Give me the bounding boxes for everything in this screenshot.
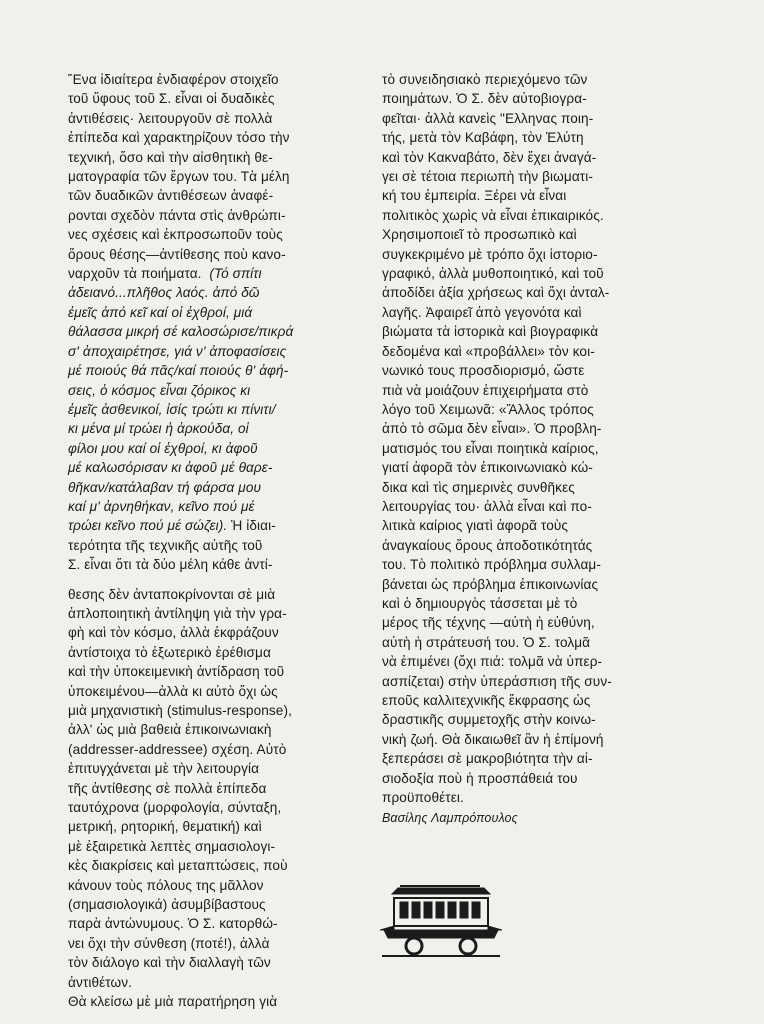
- text-line: ποιημάτων. Ὁ Σ. δὲν αὐτοβιογρα-: [382, 91, 587, 107]
- text-line: τὸ συνειδησιακὸ περιεχόμενο τῶν: [382, 72, 588, 87]
- text-line: τὸν διάλογο καὶ τὴν διαλλαγὴ τῶν: [68, 955, 271, 971]
- right-column: [382, 70, 662, 829]
- text-line: κάνουν τοὺς πόλους της μᾶλλον: [68, 877, 264, 893]
- text-line: ὅρους θέσης—ἀντίθεσης ποὺ κανο-: [68, 246, 286, 262]
- text-line: τερότητα τῆς τεχνικῆς αὐτῆς τοῦ: [68, 537, 263, 553]
- column-gap: [68, 575, 342, 585]
- text-line: κή του ἐμπειρία. Ξέρει νὰ εἶναι: [382, 188, 567, 204]
- text-line: νει ὄχι τὴν σύνθεση (ποτέ!), ἀλλὰ: [68, 935, 270, 951]
- text-line: ματισμός του εἶναι ποιητικὰ καίριος,: [382, 440, 599, 456]
- text-line: ἐπίπεδα καὶ χαρακτηρίζουν τόσο τὴν: [68, 130, 290, 146]
- text-line: τεχνική, ὅσο καὶ τὴν αἰσθητικὴ θε-: [68, 149, 273, 165]
- text-line: Χρησιμοποιεῖ τὸ προσωπικὸ καὶ: [382, 227, 577, 243]
- quote-line: θῆκαν/κατάλαβαν τή φάρσα μου: [68, 479, 262, 495]
- inline-quote-start: (Τό σπίτι: [209, 266, 262, 282]
- text-line: τής, μετὰ τὸν Καβάφη, τὸν Ἐλύτη: [382, 130, 584, 146]
- text-line: βιώματα τὰ ἱστορικὰ καὶ βιογραφικὰ: [382, 324, 599, 340]
- text-line: μετρική, ρητορική, θεματική) καὶ: [68, 819, 262, 835]
- text-line: δραστικῆς συμμετοχῆς στὴν κοινω-: [382, 712, 596, 728]
- quote-line: καί μ' ἀρνηθήκαν, κεῖνο πού μέ: [68, 498, 255, 514]
- text-line: πολιτικὸς χωρὶς νὰ εἶναι ἐπικαιρικός.: [382, 207, 604, 223]
- text-line: (addresser-addressee) σχέση. Αὐτὸ: [68, 741, 287, 757]
- text-line: ἀπὸ τὸ σῶμα δὲν εἶναι». Ὁ προβλη-: [382, 421, 602, 437]
- text-line: μὲ ἐξαιρετικὰ λεπτὲς σημασιολογι-: [68, 838, 276, 854]
- text-line: φεῖται· ἀλλὰ κανεὶς "Ελληνας ποιη-: [382, 110, 594, 126]
- text-line: Σ. εἶναι ὅτι τὰ δύο μέλη κάθε ἀντί-: [68, 557, 273, 573]
- text-line: γιατί ἀφορᾶ τὸν ἐπικοινωνιακὸ κώ-: [382, 460, 593, 476]
- quote-line: κι μένα μί τρώει ἡ ἀρκούδα, οἱ: [68, 421, 249, 437]
- text-line: ἀποδίδει ἀξία χρήσεως καὶ ὄχι ἀνταλ-: [382, 285, 610, 301]
- quote-line: ἐμεῖς ἀπό κεῖ καί οἱ ἐχθροί, μιά: [68, 304, 253, 320]
- text-line: νικὴ ζωή. Θὰ δικαιωθεῖ ἂν ἡ ἐπίμονή: [382, 731, 604, 747]
- text-line: λόγο τοῦ Χειμωνᾶ: «Ἄλλος τρόπος: [382, 401, 594, 417]
- text-line: συγκεκριμένο μὲ τρόπο ὄχι ἱστοριο-: [382, 246, 598, 262]
- text-line: νωνικό τους προσδιορισμό, ὥστε: [382, 363, 585, 379]
- quote-line: ἀδειανό...πλῆθος λαός. ἀπό δῶ: [68, 285, 260, 301]
- text-line: ματογραφία τῶν ἔργων του. Τὰ μέλη: [68, 169, 290, 185]
- quote-end: τρώει κεῖνο πού μέ σώζει).: [68, 518, 228, 534]
- text-line: καὶ τὴν ὑποκειμενικὴ ἀντίδραση τοῦ: [68, 664, 285, 680]
- text-line: ξεπεράσει σὲ μακροβιότητα τὴν αἰ-: [382, 751, 593, 767]
- text-line: πιὰ νὰ μοιάζουν ἐπιχειρήματα στὸ: [382, 382, 589, 398]
- text-line: ἀντιθέσεις· λειτουργοῦν σὲ πολλὰ: [68, 110, 273, 126]
- text-line: λαγῆς. Ἀφαιρεῖ ἀπὸ γεγονότα καὶ: [382, 304, 582, 320]
- quote-line: φίλοι μου καί οἱ ἐχθροί, κι ἀφοῦ: [68, 440, 258, 456]
- text-line: παρὰ ἀντώνυμους. Ὁ Σ. κατορθώ-: [68, 916, 278, 932]
- text-line: [68, 516, 342, 535]
- text-line: γραφικό, ἀλλὰ μυθοποιητικό, καὶ τοῦ: [382, 266, 604, 282]
- text-line: [68, 264, 342, 283]
- text-line: δεδομένα καὶ «προβάλλει» τὸν κοι-: [382, 343, 595, 359]
- text-line: γει σὲ τέτοια περιωπὴ τὴν βιωματι-: [382, 169, 593, 185]
- text-line: μέρος τῆς τέχνης —αὐτὴ ἡ εὐθύνη,: [382, 615, 595, 631]
- text-line: ἀλλ' ὡς μιὰ βαθειὰ ἐπικοινωνιακὴ: [68, 722, 272, 738]
- text-line: προϋποθέτει.: [382, 790, 464, 806]
- right-paragraph: [382, 70, 662, 807]
- text-line: τοῦ ὕφους τοῦ Σ. εἶναι οἱ δυαδικὲς: [68, 91, 275, 107]
- text-line: σιοδοξία ποὺ ἡ προσπάθειά του: [382, 770, 578, 786]
- text-line: δικα καὶ τὶς σημερινὲς συνθῆκες: [382, 479, 575, 495]
- quote-line: σ' ἀποχαιρέτησε, γιά ν' ἀποφασίσεις: [68, 343, 287, 359]
- text-line: κὲς διακρίσεις καὶ μεταπτώσεις, ποὺ: [68, 858, 288, 874]
- quote-line: ἐμεῖς ἀσθενικοί, ἰσίς τρώτι κι πίνιτι/: [68, 401, 276, 417]
- quote-line: σεις, ὁ κόσμος εἶναι ζόρικος κι: [68, 382, 251, 398]
- left-paragraph: [68, 70, 342, 575]
- text-line: του. Τὸ πολιτικὸ πρόβλημα συλλαμ-: [382, 557, 601, 573]
- text-line: ῞Ενα ἰδιαίτερα ἐνδιαφέρον στοιχεῖο: [68, 72, 279, 87]
- text-line: φὴ καὶ τὸν κόσμο, ἀλλὰ ἐκφράζουν: [68, 625, 279, 641]
- author-signature: Βασίλης Λαμπρόπουλος: [382, 811, 518, 826]
- text-line: λιτικὰ καίριος γιατὶ ἀφορᾶ τοὺς: [382, 518, 569, 534]
- text-line: αὐτὴ ἡ στράτευσή του. Ὁ Σ. τολμᾶ: [382, 634, 591, 650]
- text-line: καὶ τὸν Κακναβάτο, δὲν ἔχει ἀναγά-: [382, 149, 597, 165]
- text-line: νὰ ἐπιμένει (ὄχι πιά: τολμᾶ νὰ ὑπερ-: [382, 654, 603, 670]
- text-line: ἀντίστοιχα τὸ ἐξωτερικὸ ἐρέθισμα: [68, 644, 271, 660]
- text-line: ρονται σχεδὸν πάντα στὶς ἀνθρώπι-: [68, 207, 286, 223]
- text-line: θεσης δὲν ἀνταποκρίνονται σὲ μιὰ: [68, 586, 276, 602]
- text-line: λειτουργίας του· ἀλλὰ εἶναι καὶ πο-: [382, 498, 592, 514]
- text-line: ἐπιτυγχάνεται μὲ τὴν λειτουργία: [68, 761, 260, 777]
- text-line: ἀντιθέτων.: [68, 974, 133, 990]
- text-line: βάνεται ὡς πρόβλημα ἐπικοινωνίας: [382, 576, 599, 592]
- text-line: νες σχέσεις καὶ ἐκπροσωποῦν τοὺς: [68, 227, 283, 243]
- left-paragraph-continued: [68, 585, 342, 1012]
- text-fragment: ναρχοῦν τὰ ποιήματα.: [68, 266, 202, 282]
- left-column: [68, 70, 342, 1012]
- text-line: ἀναγκαίους ὅρους ἀποδοτικότητάς: [382, 537, 593, 553]
- text-line: τῆς ἀντίθεσης σὲ πολλὰ ἐπίπεδα: [68, 780, 267, 796]
- tram-icon: [380, 880, 502, 960]
- text-line: ταυτόχρονα (μορφολογία, σύνταξη,: [68, 800, 282, 816]
- text-line: καὶ ὁ δημιουργὸς τάσσεται μὲ τὸ: [382, 595, 578, 611]
- text-line: μιὰ μηχανιστικὴ (stimulus-response),: [68, 703, 292, 718]
- text-line: ὑποκειμένου—ἀλλὰ κι αὐτὸ ὄχι ὡς: [68, 683, 278, 699]
- quote-line: μέ καλωσόρισαν κι ἀφοῦ μέ θαρε-: [68, 460, 273, 476]
- quote-line: θάλασσα μικρή σέ καλοσώρισε/πικρά: [68, 324, 294, 340]
- text-line: ασπίζεται) στὴν ὑπεράσπιση τῆς συν-: [382, 673, 612, 689]
- text-fragment: Ἡ ἰδιαι-: [227, 518, 276, 534]
- text-line: Θὰ κλείσω μὲ μιὰ παρατήρηση γιὰ: [68, 994, 278, 1010]
- text-line: ἁπλοποιητικὴ ἀντίληψη γιὰ τὴν γρα-: [68, 605, 287, 621]
- text-line: εποῦς καλλιτεχνικῆς ἔκφρασης ὡς: [382, 693, 591, 708]
- quote-line: μέ ποιούς θά πᾶς/καί ποιούς θ' ἀφή-: [68, 363, 289, 379]
- text-line: (σημασιολογικά) ἀσυμβίβαστους: [68, 897, 266, 913]
- text-line: τῶν δυαδικῶν ἀντιθέσεων ἀναφέ-: [68, 188, 274, 204]
